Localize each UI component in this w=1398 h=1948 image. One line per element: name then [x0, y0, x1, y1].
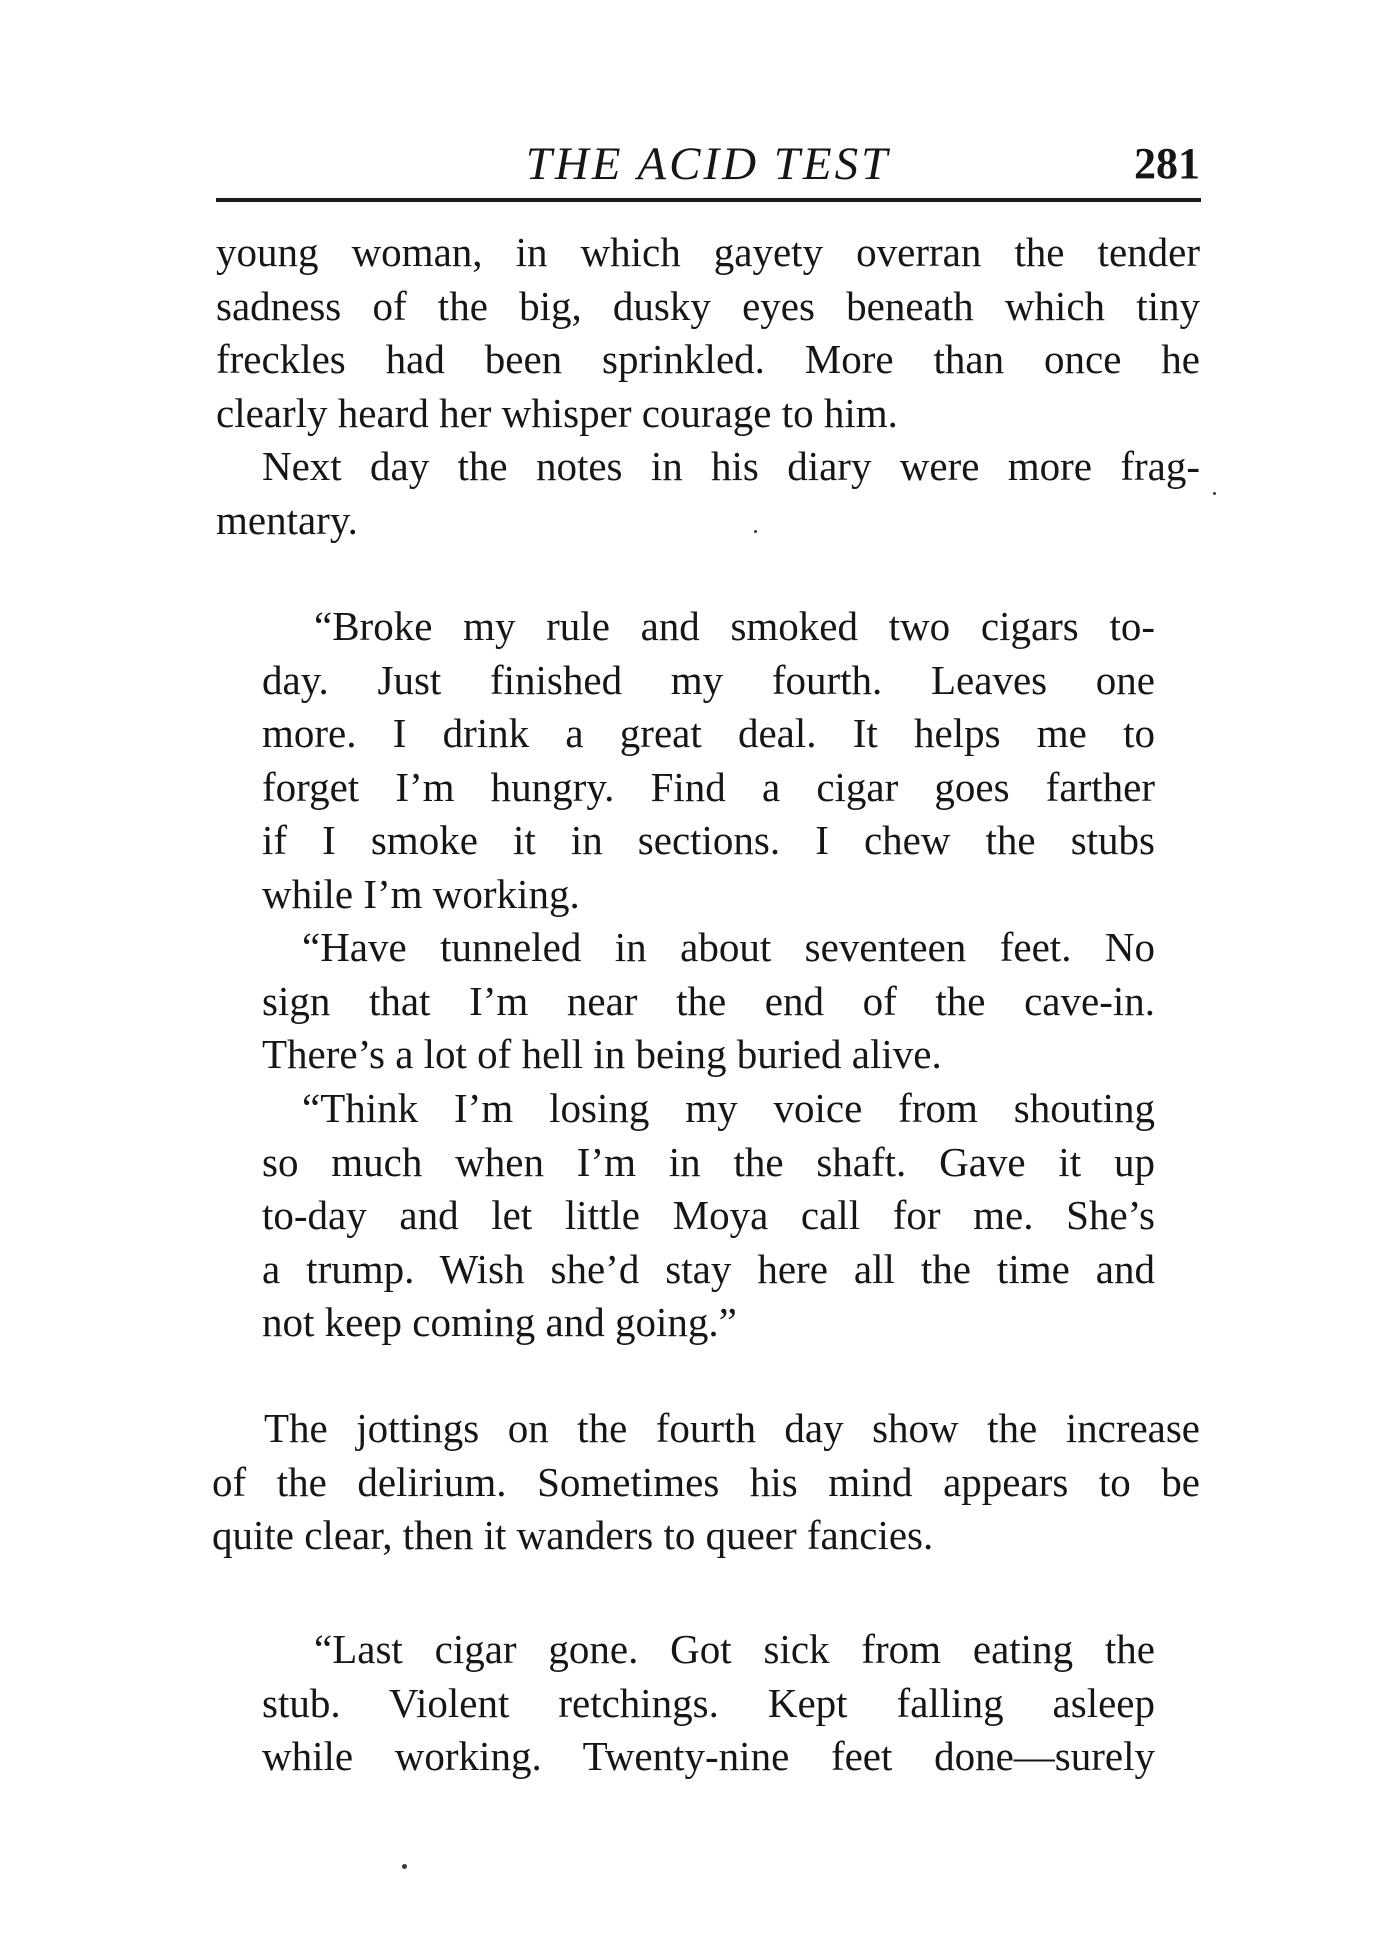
text-line: not keep coming and going.” — [262, 1299, 737, 1345]
paragraph-next-day — [216, 440, 1200, 547]
header-rule — [216, 198, 1201, 202]
text-line: The jottings on the fourth day show the increase — [264, 1405, 1200, 1451]
text-line: so much when I’m in the shaft. Gave it up — [262, 1138, 1155, 1185]
text-line: forget I’m hungry. Find a cigar goes farther — [262, 763, 1155, 810]
text-line: clearly heard her whisper courage to him. — [216, 389, 898, 436]
text-line: a trump. Wish she’d stay here all the time and — [262, 1245, 1155, 1292]
diary-entry-cigars — [262, 600, 1155, 921]
text-line: of the delirium. Sometimes his mind appears to be — [212, 1458, 1200, 1505]
text-line: more. I drink a great deal. It helps me to — [262, 710, 1155, 756]
text-line: freckles had been sprinkled. More than once he — [216, 336, 1200, 382]
text-line: mentary. — [216, 496, 358, 543]
text-line: sadness of the big, dusky eyes beneath which tiny — [216, 282, 1200, 329]
diary-entry-tunnel — [262, 921, 1155, 1082]
text-line: “Last cigar gone. Got sick from eating the — [314, 1626, 1155, 1672]
scan-speck — [402, 1864, 407, 1869]
paragraph-fourth-day — [212, 1402, 1200, 1563]
text-line: “Broke my rule and smoked two cigars to- — [314, 603, 1155, 649]
text-line: young woman, in which gayety overran the tender — [216, 229, 1200, 275]
text-line: Next day the notes in his diary were more frag- — [262, 443, 1200, 489]
text-line: quite clear, then it wanders to queer fancies. — [212, 1512, 934, 1558]
text-line: sign that I’m near the end of the cave-in. — [262, 977, 1155, 1024]
text-line: day. Just finished my fourth. Leaves one — [262, 656, 1155, 703]
text-line: “Have tunneled in about seventeen feet. No — [302, 924, 1155, 970]
text-line: while I’m working. — [262, 870, 580, 917]
diary-entry-last-cigar — [262, 1623, 1155, 1784]
page-number: 281 — [1134, 139, 1200, 188]
scan-speck — [1213, 492, 1216, 495]
scan-speck — [754, 530, 757, 533]
running-title: THE ACID TEST — [525, 138, 891, 190]
text-line: if I smoke it in sections. I chew the stubs — [262, 817, 1155, 863]
paragraph-continuation — [216, 226, 1200, 440]
text-line: There’s a lot of hell in being buried alive. — [262, 1031, 942, 1077]
text-line: “Think I’m losing my voice from shouting — [302, 1085, 1155, 1131]
text-line: stub. Violent retchings. Kept falling asleep — [262, 1679, 1155, 1726]
diary-entry-voice — [262, 1082, 1155, 1350]
text-line: to-day and let little Moya call for me. She’s — [262, 1192, 1155, 1238]
running-head — [216, 138, 1200, 190]
text-line: while working. Twenty-nine feet done—surely — [262, 1733, 1155, 1779]
